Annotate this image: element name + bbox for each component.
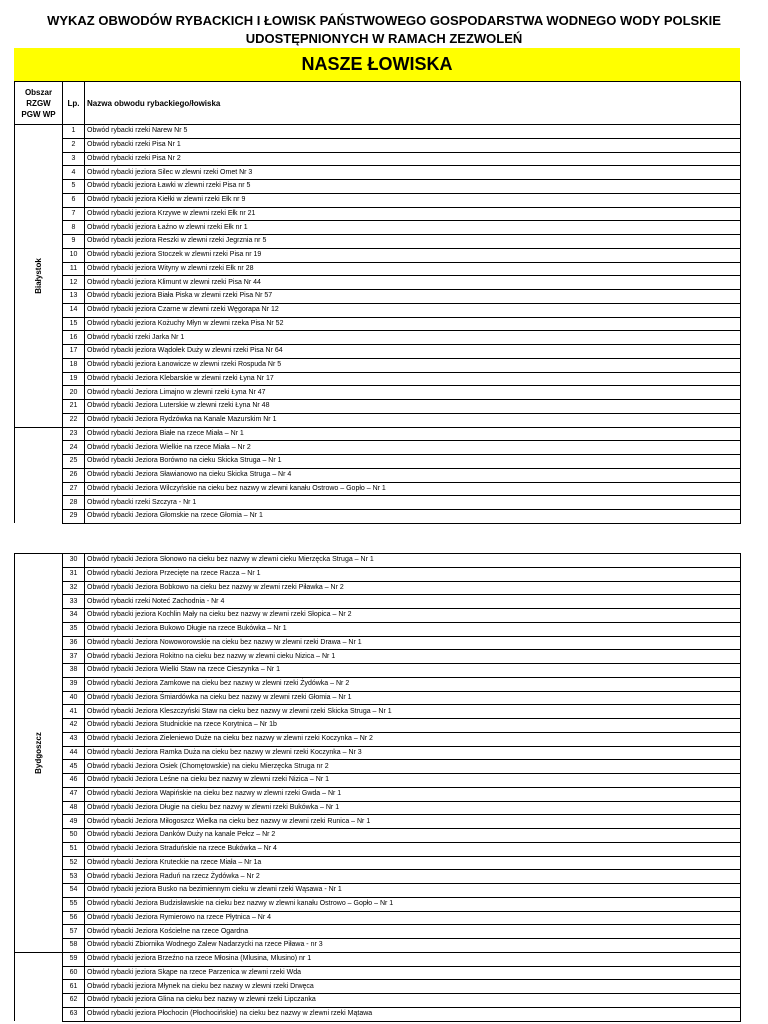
district-name: Obwód rybacki rzeki Pisa Nr 1: [85, 138, 741, 152]
row-number: 19: [63, 372, 85, 386]
row-number: 3: [63, 152, 85, 166]
district-name: Obwód rybacki rzeki Szczyra - Nr 1: [85, 496, 741, 510]
row-number: 52: [63, 856, 85, 870]
table-row: [15, 705, 741, 719]
row-number: 33: [63, 595, 85, 609]
table-row: [15, 760, 741, 774]
district-name: Obwód rybacki jeziora Ławki w zlewni rzeki Pisa nr 5: [85, 180, 741, 194]
district-name: Obwód rybacki Jeziora Danków Duży na kanale Pełcz – Nr 2: [85, 829, 741, 843]
table-row: [15, 482, 741, 496]
table-row: [15, 980, 741, 994]
table-row: [15, 166, 741, 180]
row-number: 12: [63, 276, 85, 290]
district-name: Obwód rybacki Jeziora Budzisławskie na cieku bez nazwy w zlewni kanału Ostrowo – Gopło – Nr 1: [85, 897, 741, 911]
row-number: 53: [63, 870, 85, 884]
table-row: [15, 303, 741, 317]
row-number: 56: [63, 911, 85, 925]
table-row: [15, 925, 741, 939]
row-number: 45: [63, 760, 85, 774]
table-row: [15, 510, 741, 524]
table-row: [15, 939, 741, 953]
district-name: Obwód rybacki rzeki Pisa Nr 2: [85, 152, 741, 166]
district-name: Obwód rybacki jeziora Kożuchy Młyn w zlewni rzeka Pisa Nr 52: [85, 317, 741, 331]
district-name: Obwód rybacki Jeziora Nowoworowskie na cieku bez nazwy w zlewni rzeki Drawa – Nr 1: [85, 636, 741, 650]
row-number: 46: [63, 774, 85, 788]
table-row: [15, 966, 741, 980]
row-number: 21: [63, 400, 85, 414]
district-name: Obwód rybacki Jeziora Bukowo Długie na rzece Bukówka – Nr 1: [85, 622, 741, 636]
table-row: [15, 581, 741, 595]
table-header-row: [15, 82, 741, 125]
district-name: Obwód rybacki Jeziora Straduńskie na rzece Bukówka – Nr 4: [85, 842, 741, 856]
row-number: 58: [63, 939, 85, 953]
district-name: Obwód rybacki Jeziora Studnickie na rzece Korytnica – Nr 1b: [85, 719, 741, 733]
district-name: Obwód rybacki Jeziora Bobkowo na cieku bez nazwy w zlewni rzeki Piławka – Nr 2: [85, 581, 741, 595]
district-name: Obwód rybacki jeziora Reszki w zlewni rzeki Jegrznia nr 5: [85, 235, 741, 249]
row-number: 43: [63, 732, 85, 746]
district-name: Obwód rybacki jeziora Płochocin (Płochocińskie) na cieku bez nazwy w zlewni rzeki Mątawa: [85, 1007, 741, 1021]
district-name: Obwód rybacki jeziora Łaźno w zlewni rzeki Ełk nr 1: [85, 221, 741, 235]
table-row: [15, 180, 741, 194]
row-number: 2: [63, 138, 85, 152]
row-number: 27: [63, 482, 85, 496]
area-label-bydgoszcz: Bydgoszcz: [33, 731, 43, 774]
table-row: [15, 870, 741, 884]
table-row: [15, 276, 741, 290]
district-name: Obwód rybacki Jeziora Rymierowo na rzece Płytnica – Nr 4: [85, 911, 741, 925]
document-title: [0, 12, 768, 48]
table-row: [15, 911, 741, 925]
row-number: 9: [63, 235, 85, 249]
table-row: [15, 1007, 741, 1021]
row-number: 24: [63, 441, 85, 455]
district-name: Obwód rybacki Jeziora Leśne na cieku bez nazwy w zlewni rzeki Nizica – Nr 1: [85, 774, 741, 788]
district-name: Obwód rybacki jeziora Glina na cieku bez nazwy w zlewni rzeki Lipczanka: [85, 994, 741, 1008]
table-row: [15, 125, 741, 139]
column-header-name: Nazwa obwodu rybackiego/łowiska: [85, 82, 741, 125]
fishing-districts-table-page-1: [14, 81, 741, 524]
district-name: Obwód rybacki Jeziora Raduń na rzecz Żydówka – Nr 2: [85, 870, 741, 884]
table-row: [15, 994, 741, 1008]
table-row: [15, 650, 741, 664]
row-number: 39: [63, 677, 85, 691]
table-row: [15, 358, 741, 372]
title-line-1: WYKAZ OBWODÓW RYBACKICH I ŁOWISK PAŃSTWOWEGO GOSPODARSTWA WODNEGO WODY POLSKIE: [47, 13, 721, 28]
row-number: 55: [63, 897, 85, 911]
table-row: [15, 677, 741, 691]
table-row: [15, 207, 741, 221]
table-row: [15, 732, 741, 746]
row-number: 13: [63, 290, 85, 304]
row-number: 23: [63, 427, 85, 441]
row-number: 47: [63, 787, 85, 801]
table-row: [15, 622, 741, 636]
district-name: Obwód rybacki Jeziora Białe na rzece Miała – Nr 1: [85, 427, 741, 441]
district-name: Obwód rybacki jeziora Skąpe na rzece Parzenica w zlewni rzeki Wda: [85, 966, 741, 980]
row-number: 57: [63, 925, 85, 939]
table-row: [15, 235, 741, 249]
row-number: 7: [63, 207, 85, 221]
table-row: [15, 372, 741, 386]
district-name: Obwód rybacki jeziora Kiełki w zlewni rzeki Ełk nr 9: [85, 193, 741, 207]
row-number: 62: [63, 994, 85, 1008]
row-number: 38: [63, 664, 85, 678]
district-name: Obwód rybacki Jeziora Miłogoszcz Wielka na cieku bez nazwy w zlewni rzeki Runica – Nr 1: [85, 815, 741, 829]
table-row: [15, 787, 741, 801]
banner-nasze-lowiska: NASZE ŁOWISKA: [14, 48, 740, 81]
table-row: [15, 801, 741, 815]
row-number: 63: [63, 1007, 85, 1021]
table-row: [15, 248, 741, 262]
row-number: 11: [63, 262, 85, 276]
district-name: Obwód rybacki Jeziora Osiek (Chomętowskie) na cieku Mierzęcka Struga nr 2: [85, 760, 741, 774]
row-number: 49: [63, 815, 85, 829]
district-name: Obwód rybacki Jeziora Kościelne na rzece Ogardna: [85, 925, 741, 939]
table-row: [15, 952, 741, 966]
title-line-2: UDOSTĘPNIONYCH W RAMACH ZEZWOLEŃ: [245, 31, 523, 46]
table-row: [15, 317, 741, 331]
row-number: 60: [63, 966, 85, 980]
table-row: [15, 455, 741, 469]
district-name: Obwód rybacki Jeziora Rokitno na cieku bez nazwy w zlewni cieku Nizica – Nr 1: [85, 650, 741, 664]
table-row: [15, 897, 741, 911]
column-header-lp: Lp.: [63, 82, 85, 125]
row-number: 31: [63, 567, 85, 581]
row-number: 59: [63, 952, 85, 966]
table-row: [15, 345, 741, 359]
table-row: [15, 842, 741, 856]
district-name: Obwód rybacki jeziora Silec w zlewni rzeki Omet Nr 3: [85, 166, 741, 180]
row-number: 18: [63, 358, 85, 372]
row-number: 50: [63, 829, 85, 843]
table-row: [15, 427, 741, 441]
district-name: Obwód rybacki jeziora Wityny w zlewni rzeki Ełk nr 28: [85, 262, 741, 276]
district-name: Obwód rybacki jeziora Młynek na cieku bez nazwy w zlewni rzeki Drwęca: [85, 980, 741, 994]
row-number: 35: [63, 622, 85, 636]
district-name: Obwód rybacki jeziora Biała Piska w zlewni rzeki Pisa Nr 57: [85, 290, 741, 304]
row-number: 1: [63, 125, 85, 139]
district-name: Obwód rybacki Jeziora Klebarskie w zlewni rzeki Łyna Nr 17: [85, 372, 741, 386]
district-name: Obwód rybacki jeziora Busko na bezimiennym cieku w zlewni rzeki Wąsawa - Nr 1: [85, 884, 741, 898]
table-row: [15, 193, 741, 207]
table-row: [15, 290, 741, 304]
table-row: [15, 138, 741, 152]
table-row: [15, 609, 741, 623]
row-number: 48: [63, 801, 85, 815]
district-name: Obwód rybacki jeziora Kochlin Mały na cieku bez nazwy w zlewni rzeki Słopica – Nr 2: [85, 609, 741, 623]
row-number: 34: [63, 609, 85, 623]
district-name: Obwód rybacki jeziora Krzywe w zlewni rzeki Ełk nr 21: [85, 207, 741, 221]
district-name: Obwód rybacki jeziora Brzeźno na rzece Młosina (Mlusina, Mlusino) nr 1: [85, 952, 741, 966]
table-row: [15, 441, 741, 455]
table-row: [15, 496, 741, 510]
table-row: [15, 856, 741, 870]
district-name: Obwód rybacki Jeziora Limajno w zlewni rzeki Łyna Nr 47: [85, 386, 741, 400]
row-number: 51: [63, 842, 85, 856]
row-number: 25: [63, 455, 85, 469]
area-label-bialystok: Białystok: [33, 257, 43, 294]
row-number: 37: [63, 650, 85, 664]
area-cell-: [15, 952, 63, 1021]
district-name: Obwód rybacki jeziora Klimunt w zlewni rzeki Pisa Nr 44: [85, 276, 741, 290]
district-name: Obwód rybacki Jeziora Głomskie na rzece Głomia – Nr 1: [85, 510, 741, 524]
table-row: [15, 815, 741, 829]
district-name: Obwód rybacki Jeziora Rydzówka na Kanale Mazurskim Nr 1: [85, 413, 741, 427]
table-row: [15, 746, 741, 760]
table-row: [15, 331, 741, 345]
row-number: 20: [63, 386, 85, 400]
district-name: Obwód rybacki Jeziora Śmiardówka na cieku bez nazwy w zlewni rzeki Głomia – Nr 1: [85, 691, 741, 705]
district-name: Obwód rybacki Jeziora Wapińskie na cieku bez nazwy w zlewni rzeki Gwda – Nr 1: [85, 787, 741, 801]
row-number: 6: [63, 193, 85, 207]
table-row: [15, 719, 741, 733]
table-row: [15, 468, 741, 482]
table-row: [15, 595, 741, 609]
row-number: 36: [63, 636, 85, 650]
column-header-area: Obszar RZGW PGW WP: [15, 82, 63, 125]
table-row: [15, 829, 741, 843]
table-row: [15, 774, 741, 788]
district-name: Obwód rybacki Jeziora Zamkowe na cieku bez nazwy w zlewni rzeki Żydówka – Nr 2: [85, 677, 741, 691]
district-name: Obwód rybacki Jeziora Długie na cieku bez nazwy w zlewni rzeki Bukówka – Nr 1: [85, 801, 741, 815]
district-name: Obwód rybacki Jeziora Zieleniewo Duże na cieku bez nazwy w zlewni rzeki Koczynka – Nr 2: [85, 732, 741, 746]
row-number: 29: [63, 510, 85, 524]
district-name: Obwód rybacki Jeziora Ramka Duża na cieku bez nazwy w zlewni rzeki Koczynka – Nr 3: [85, 746, 741, 760]
table-row: [15, 413, 741, 427]
table-row: [15, 554, 741, 568]
area-cell-bydgoszcz: [15, 554, 63, 953]
row-number: 32: [63, 581, 85, 595]
district-name: Obwód rybacki jeziora Łanowicze w zlewni rzeki Rospuda Nr 5: [85, 358, 741, 372]
district-name: Obwód rybacki Jeziora Wielkie na rzece Miała – Nr 2: [85, 441, 741, 455]
row-number: 8: [63, 221, 85, 235]
district-name: Obwód rybacki Jeziora Wilczyńskie na cieku bez nazwy w zlewni kanału Ostrowo – Gopło – Nr 1: [85, 482, 741, 496]
district-name: Obwód rybacki Jeziora Słonowo na cieku bez nazwy w zlewni cieku Mierzęcka Struga – Nr 1: [85, 554, 741, 568]
district-name: Obwód rybacki jeziora Stoczek w zlewni rzeki Pisa nr 19: [85, 248, 741, 262]
district-name: Obwód rybacki jeziora Wądołek Duży w zlewni rzeki Pisa Nr 64: [85, 345, 741, 359]
table-row: [15, 691, 741, 705]
row-number: 15: [63, 317, 85, 331]
district-name: Obwód rybacki Jeziora Sławianowo na cieku Skicka Struga – Nr 4: [85, 468, 741, 482]
table-row: [15, 152, 741, 166]
district-name: Obwód rybacki rzeki Narew Nr 5: [85, 125, 741, 139]
row-number: 40: [63, 691, 85, 705]
district-name: Obwód rybacki Jeziora Luterskie w zlewni rzeki Łyna Nr 48: [85, 400, 741, 414]
district-name: Obwód rybacki Jeziora Kruteckie na rzece Miała – Nr 1a: [85, 856, 741, 870]
district-name: Obwód rybacki Jeziora Przecięte na rzece Racza – Nr 1: [85, 567, 741, 581]
area-cell-: [15, 427, 63, 523]
row-number: 54: [63, 884, 85, 898]
district-name: Obwód rybacki Jeziora Borówno na cieku Skicka Struga – Nr 1: [85, 455, 741, 469]
row-number: 17: [63, 345, 85, 359]
row-number: 30: [63, 554, 85, 568]
district-name: Obwód rybacki Zbiornika Wodnego Zalew Nadarzycki na rzece Piława - nr 3: [85, 939, 741, 953]
row-number: 41: [63, 705, 85, 719]
district-name: Obwód rybacki rzeki Noteć Zachodnia - Nr 4: [85, 595, 741, 609]
table-row: [15, 400, 741, 414]
row-number: 61: [63, 980, 85, 994]
row-number: 4: [63, 166, 85, 180]
table-row: [15, 664, 741, 678]
table-row: [15, 386, 741, 400]
district-name: Obwód rybacki rzeki Jarka Nr 1: [85, 331, 741, 345]
row-number: 14: [63, 303, 85, 317]
row-number: 28: [63, 496, 85, 510]
row-number: 44: [63, 746, 85, 760]
row-number: 22: [63, 413, 85, 427]
row-number: 26: [63, 468, 85, 482]
district-name: Obwód rybacki Jeziora Wielki Staw na rzece Cieszynka – Nr 1: [85, 664, 741, 678]
table-row: [15, 221, 741, 235]
district-name: Obwód rybacki Jeziora Kleszczyński Staw na cieku bez nazwy w zlewni rzeki Skicka Struga – Nr 1: [85, 705, 741, 719]
row-number: 42: [63, 719, 85, 733]
row-number: 16: [63, 331, 85, 345]
fishing-districts-table-page-2: [14, 553, 741, 1022]
table-row: [15, 262, 741, 276]
area-cell-bialystok: [15, 125, 63, 428]
district-name: Obwód rybacki jeziora Czarne w zlewni rzeki Węgorapa Nr 12: [85, 303, 741, 317]
table-row: [15, 567, 741, 581]
row-number: 5: [63, 180, 85, 194]
row-number: 10: [63, 248, 85, 262]
table-row: [15, 636, 741, 650]
table-row: [15, 884, 741, 898]
